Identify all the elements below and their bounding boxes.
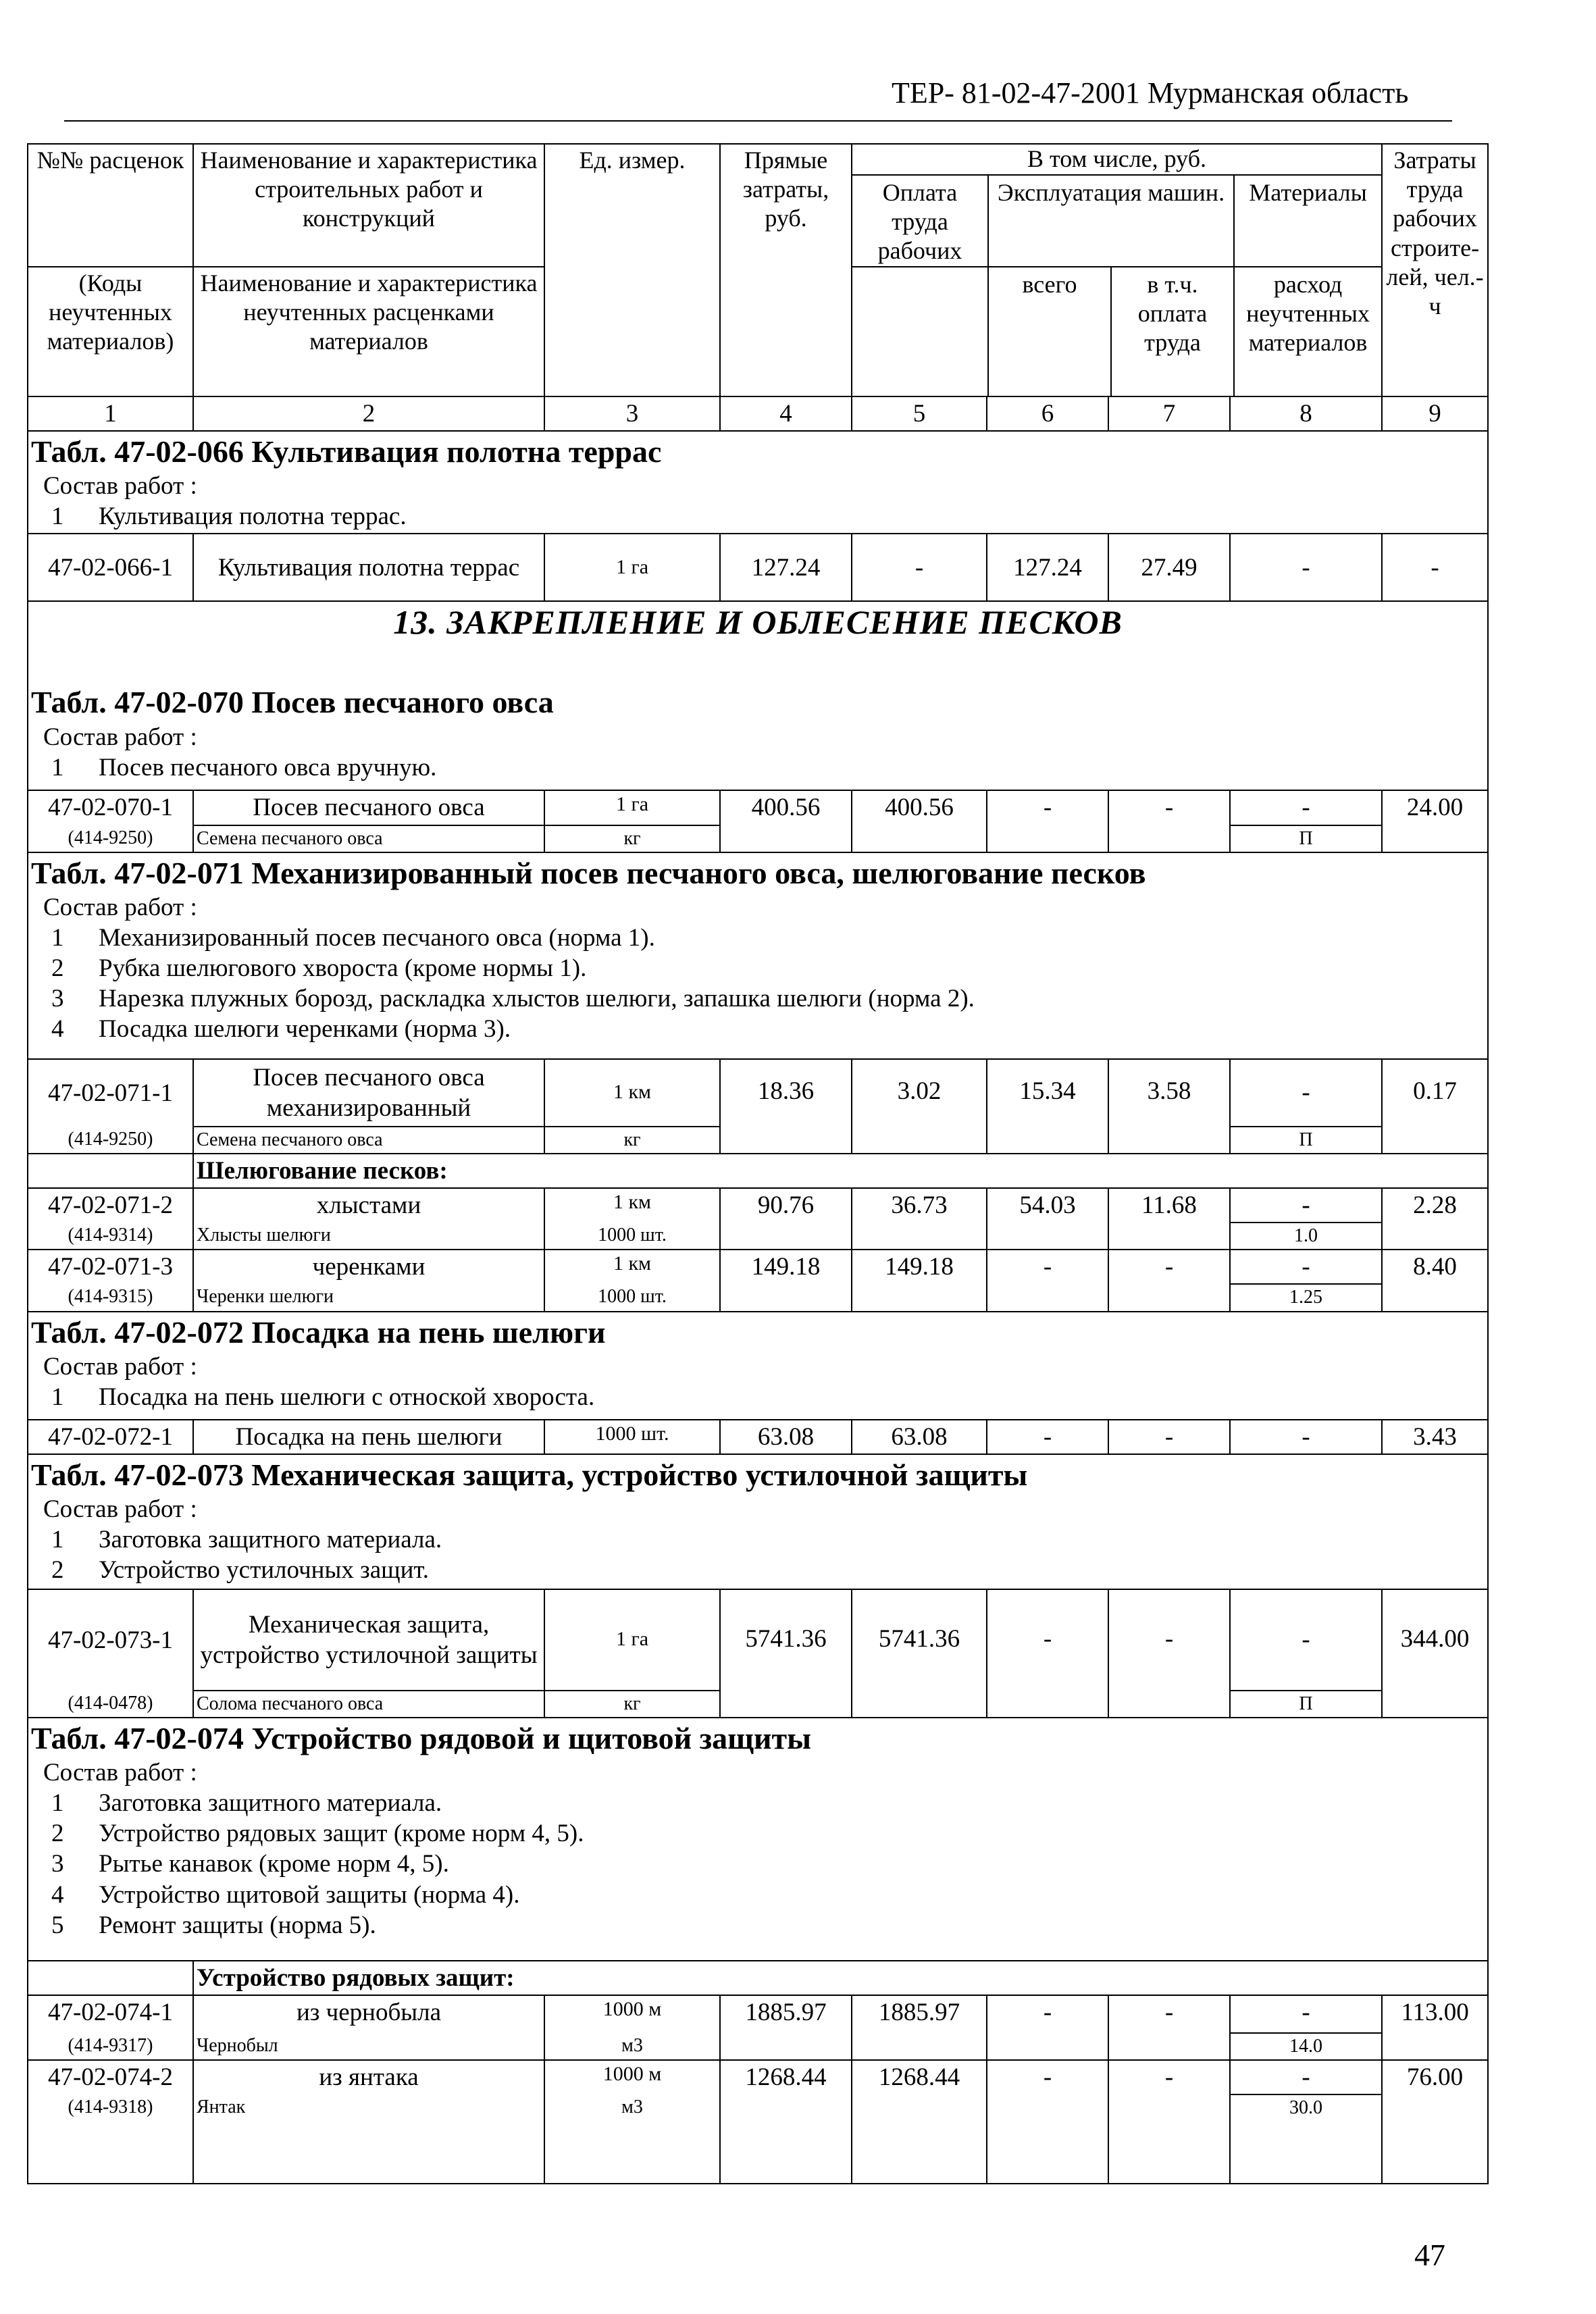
col-number: 9 xyxy=(1382,396,1488,431)
col8-header-bottom: расход неучтенных материалов xyxy=(1246,271,1370,357)
rate-mach-labor: - xyxy=(1108,1250,1230,1311)
rate-mat: - xyxy=(1230,1250,1382,1284)
material-qty: П xyxy=(1230,1691,1382,1718)
subheader: Устройство рядовых защит: xyxy=(193,1961,1488,1995)
material-unit: кг xyxy=(544,825,720,852)
material-code: (414-9317) xyxy=(28,2033,193,2060)
material-qty: 1.0 xyxy=(1230,1223,1382,1250)
column-numbers-row xyxy=(28,396,1488,431)
step-item: 3 Нарезка плужных борозд, раскладка хлыстов шелюги, запашка шелюги (норма 2). xyxy=(51,985,975,1013)
rate-labor: 149.18 xyxy=(852,1250,987,1311)
rate-name: Культивация полотна террас xyxy=(193,534,544,601)
col5-header: Оплата труда рабочих xyxy=(852,176,989,266)
rate-name: из чернобыла xyxy=(193,1995,544,2033)
chapter-title: 13. ЗАКРЕПЛЕНИЕ И ОБЛЕСЕНИЕ ПЕСКОВ xyxy=(393,603,1123,642)
material-unit: 1000 шт. xyxy=(544,1223,720,1250)
col-number: 4 xyxy=(720,396,852,431)
material-unit: м3 xyxy=(544,2033,720,2060)
rate-mach: 15.34 xyxy=(987,1059,1108,1154)
rate-code: 47-02-074-2 xyxy=(28,2060,193,2094)
rates-table xyxy=(27,143,1489,2184)
rate-mat: - xyxy=(1230,1995,1382,2033)
rate-mach: 127.24 xyxy=(987,534,1108,601)
sostav-label: Состав работ : xyxy=(43,472,197,500)
rate-code: 47-02-071-3 xyxy=(28,1250,193,1284)
rate-labor: 1885.97 xyxy=(852,1995,987,2060)
rate-code: 47-02-073-1 xyxy=(28,1589,193,1691)
col-number: 1 xyxy=(28,396,193,431)
section-title: Табл. 47-02-072 Посадка на пень шелюги xyxy=(31,1314,606,1349)
rate-hours: 344.00 xyxy=(1382,1589,1488,1718)
group-subheader xyxy=(852,267,1382,396)
material-unit: кг xyxy=(544,1127,720,1154)
rate-unit: 1000 шт. xyxy=(544,1420,720,1454)
rate-mach-labor: - xyxy=(1108,1589,1230,1718)
rate-mach-labor: 3.58 xyxy=(1108,1059,1230,1154)
table-row xyxy=(28,1250,1488,1284)
rate-name: хлыстами xyxy=(193,1188,544,1223)
section-073 xyxy=(28,1454,1488,1589)
rate-unit: 1 км xyxy=(544,1250,720,1284)
group-header xyxy=(852,144,1382,267)
rate-labor: 5741.36 xyxy=(852,1589,987,1718)
rate-unit: 1000 м xyxy=(544,2060,720,2094)
section-title: Табл. 47-02-074 Устройство рядовой и щитовой защиты xyxy=(31,1720,812,1755)
rate-direct: 90.76 xyxy=(720,1188,852,1250)
step-item: 3 Рытье канавок (кроме норм 4, 5). xyxy=(51,1850,449,1878)
rate-mat: - xyxy=(1230,1589,1382,1691)
rate-mach-labor: 27.49 xyxy=(1108,534,1230,601)
table-row xyxy=(28,2060,1488,2094)
step-item: 1 Культивация полотна террас. xyxy=(51,503,407,531)
section-071 xyxy=(28,852,1488,1059)
rate-direct: 63.08 xyxy=(720,1420,852,1454)
material-qty: П xyxy=(1230,825,1382,852)
rate-labor: 36.73 xyxy=(852,1188,987,1250)
col-machines-header: Эксплуатация машин. xyxy=(989,176,1235,266)
rate-mach: - xyxy=(987,1995,1108,2060)
rate-unit: 1 га xyxy=(544,790,720,825)
rate-mat: - xyxy=(1230,790,1382,825)
rate-code: 47-02-071-2 xyxy=(28,1188,193,1223)
rate-hours: 8.40 xyxy=(1382,1250,1488,1311)
section-070 xyxy=(28,601,1488,790)
rate-hours: 2.28 xyxy=(1382,1188,1488,1250)
section-title: Табл. 47-02-070 Посев песчаного овса xyxy=(31,685,554,720)
table-row xyxy=(28,1188,1488,1223)
step-item: 1 Посадка на пень шелюги с отноской хвороста. xyxy=(51,1383,595,1411)
rate-mat: - xyxy=(1230,2060,1382,2094)
rate-direct: 400.56 xyxy=(720,790,852,852)
col-number: 6 xyxy=(987,396,1108,431)
subheader: Шелюгование песков: xyxy=(193,1154,1488,1188)
sostav-label: Состав работ : xyxy=(43,893,197,921)
rate-mach: - xyxy=(987,790,1108,852)
rate-name: черенками xyxy=(193,1250,544,1284)
rate-mat: - xyxy=(1230,1188,1382,1223)
col-number: 2 xyxy=(193,396,544,431)
col1-header-top: №№ расценок xyxy=(28,144,193,267)
rate-hours: 0.17 xyxy=(1382,1059,1488,1154)
material-name: Хлысты шелюги xyxy=(193,1223,544,1250)
group-header-label: В том числе, руб. xyxy=(852,145,1381,176)
material-code: (414-9315) xyxy=(28,1284,193,1311)
col7-header: в т.ч. оплата труда xyxy=(1112,267,1235,396)
rate-name: из янтака xyxy=(193,2060,544,2094)
section-074 xyxy=(28,1718,1488,1961)
material-code: (414-9250) xyxy=(28,1127,193,1154)
col4-header: Прямые затраты, руб. xyxy=(720,144,852,396)
material-name: Солома песчаного овса xyxy=(193,1691,544,1718)
rate-mach-labor: - xyxy=(1108,790,1230,852)
rate-direct: 1268.44 xyxy=(720,2060,852,2184)
rate-mach: - xyxy=(987,1250,1108,1311)
material-name: Черенки шелюги xyxy=(193,1284,544,1311)
rate-code: 47-02-071-1 xyxy=(28,1059,193,1127)
material-qty: 30.0 xyxy=(1230,2094,1382,2184)
rate-name: Посев песчаного овса xyxy=(193,790,544,825)
section-072 xyxy=(28,1312,1488,1420)
material-name: Чернобыл xyxy=(193,2033,544,2060)
rate-hours: - xyxy=(1382,534,1488,601)
rate-mach-labor: - xyxy=(1108,2060,1230,2184)
document-header: ТЕР- 81-02-47-2001 Мурманская область xyxy=(892,76,1409,109)
rate-code: 47-02-074-1 xyxy=(28,1995,193,2033)
col-number: 8 xyxy=(1230,396,1382,431)
material-code: (414-9314) xyxy=(28,1223,193,1250)
section-title: Табл. 47-02-071 Механизированный посев песчаного овса, шелюгование песков xyxy=(31,855,1146,890)
table-row xyxy=(28,1995,1488,2033)
table-row xyxy=(28,1420,1488,1454)
rate-direct: 18.36 xyxy=(720,1059,852,1154)
rate-direct: 5741.36 xyxy=(720,1589,852,1718)
rate-unit: 1000 м xyxy=(544,1995,720,2033)
col2-header-top: Наименование и характеристика строительных работ и конструкций xyxy=(193,144,544,267)
step-item: 2 Устройство устилочных защит. xyxy=(51,1556,430,1585)
table-row xyxy=(28,1589,1488,1691)
rate-mach: 54.03 xyxy=(987,1188,1108,1250)
rate-name: Посадка на пень шелюги xyxy=(193,1420,544,1454)
rate-unit: 1 га xyxy=(544,534,720,601)
rate-labor: 400.56 xyxy=(852,790,987,852)
step-item: 2 Рубка шелюгового хвороста (кроме нормы 1). xyxy=(51,954,587,983)
rate-direct: 127.24 xyxy=(720,534,852,601)
material-code: (414-9318) xyxy=(28,2094,193,2184)
rate-mach-labor: - xyxy=(1108,1995,1230,2060)
material-qty: 1.25 xyxy=(1230,1284,1382,1311)
section-title: Табл. 47-02-066 Культивация полотна террас xyxy=(31,434,662,469)
rate-hours: 113.00 xyxy=(1382,1995,1488,2060)
sostav-label: Состав работ : xyxy=(43,1759,197,1786)
subheader-row xyxy=(28,1154,1488,1188)
rate-hours: 24.00 xyxy=(1382,790,1488,852)
rate-labor: 3.02 xyxy=(852,1059,987,1154)
material-qty: 14.0 xyxy=(1230,2033,1382,2060)
rate-labor: 1268.44 xyxy=(852,2060,987,2184)
rate-mach: - xyxy=(987,1589,1108,1718)
col-number: 5 xyxy=(852,396,987,431)
material-name: Семена песчаного овса xyxy=(193,1127,544,1154)
step-item: 1 Механизированный посев песчаного овса (норма 1). xyxy=(51,924,655,952)
material-unit: кг xyxy=(544,1691,720,1718)
col1-header-bottom: (Коды неучтенных материалов) xyxy=(28,267,193,396)
header-rule xyxy=(64,120,1452,122)
col3-header: Ед. измер. xyxy=(544,144,720,396)
col6-header: всего xyxy=(989,267,1112,396)
rate-hours: 3.43 xyxy=(1382,1420,1488,1454)
step-item: 4 Посадка шелюги черенками (норма 3). xyxy=(51,1015,511,1044)
rate-unit: 1 га xyxy=(544,1589,720,1691)
step-item: 1 Посев песчаного овса вручную. xyxy=(51,753,437,781)
page-number: 47 xyxy=(1414,2238,1445,2272)
rate-code: 47-02-070-1 xyxy=(28,790,193,825)
rate-mach-labor: - xyxy=(1108,1420,1230,1454)
rate-code: 47-02-066-1 xyxy=(28,534,193,601)
col9-header: Затраты труда рабочих строите-лей, чел.-ч xyxy=(1382,144,1488,396)
table-row xyxy=(28,534,1488,601)
material-name: Янтак xyxy=(193,2094,544,2184)
rate-direct: 149.18 xyxy=(720,1250,852,1311)
material-unit: м3 xyxy=(544,2094,720,2184)
rate-mat: - xyxy=(1230,1420,1382,1454)
step-item: 5 Ремонт защиты (норма 5). xyxy=(51,1911,376,1939)
col8-header-top: Материалы xyxy=(1249,179,1367,206)
step-item: 4 Устройство щитовой защиты (норма 4). xyxy=(51,1880,520,1909)
step-item: 1 Заготовка защитного материала. xyxy=(51,1789,442,1818)
header-row-1 xyxy=(28,144,1488,267)
rate-unit: 1 км xyxy=(544,1059,720,1127)
sostav-label: Состав работ : xyxy=(43,1495,197,1523)
rate-code: 47-02-072-1 xyxy=(28,1420,193,1454)
section-066 xyxy=(28,431,1488,534)
material-code: (414-0478) xyxy=(28,1691,193,1718)
rate-mach-labor: 11.68 xyxy=(1108,1188,1230,1250)
rate-mach: - xyxy=(987,2060,1108,2184)
rate-mat: - xyxy=(1230,1059,1382,1127)
table-row xyxy=(28,790,1488,825)
step-item: 2 Устройство рядовых защит (кроме норм 4, 5). xyxy=(51,1820,584,1848)
rate-mach: - xyxy=(987,1420,1108,1454)
sostav-label: Состав работ : xyxy=(43,723,197,751)
material-name: Семена песчаного овса xyxy=(193,825,544,852)
rate-name: Механическая защита, устройство устилочной защиты xyxy=(193,1589,544,1691)
sostav-label: Состав работ : xyxy=(43,1352,197,1381)
rate-hours: 76.00 xyxy=(1382,2060,1488,2184)
section-title: Табл. 47-02-073 Механическая защита, устройство устилочной защиты xyxy=(31,1457,1028,1492)
table-row xyxy=(28,1059,1488,1127)
rate-mat: - xyxy=(1230,534,1382,601)
rate-name: Посев песчаного овса механизированный xyxy=(193,1059,544,1127)
rate-labor: 63.08 xyxy=(852,1420,987,1454)
material-code: (414-9250) xyxy=(28,825,193,852)
subheader-row xyxy=(28,1961,1488,1995)
material-qty: П xyxy=(1230,1127,1382,1154)
rate-labor: - xyxy=(852,534,987,601)
col2-header-bottom: Наименование и характеристика неучтенных расценками материалов xyxy=(193,267,544,396)
rate-unit: 1 км xyxy=(544,1188,720,1223)
col-number: 3 xyxy=(544,396,720,431)
col-number: 7 xyxy=(1108,396,1230,431)
material-unit: 1000 шт. xyxy=(544,1284,720,1311)
rate-direct: 1885.97 xyxy=(720,1995,852,2060)
step-item: 1 Заготовка защитного материала. xyxy=(51,1525,442,1553)
